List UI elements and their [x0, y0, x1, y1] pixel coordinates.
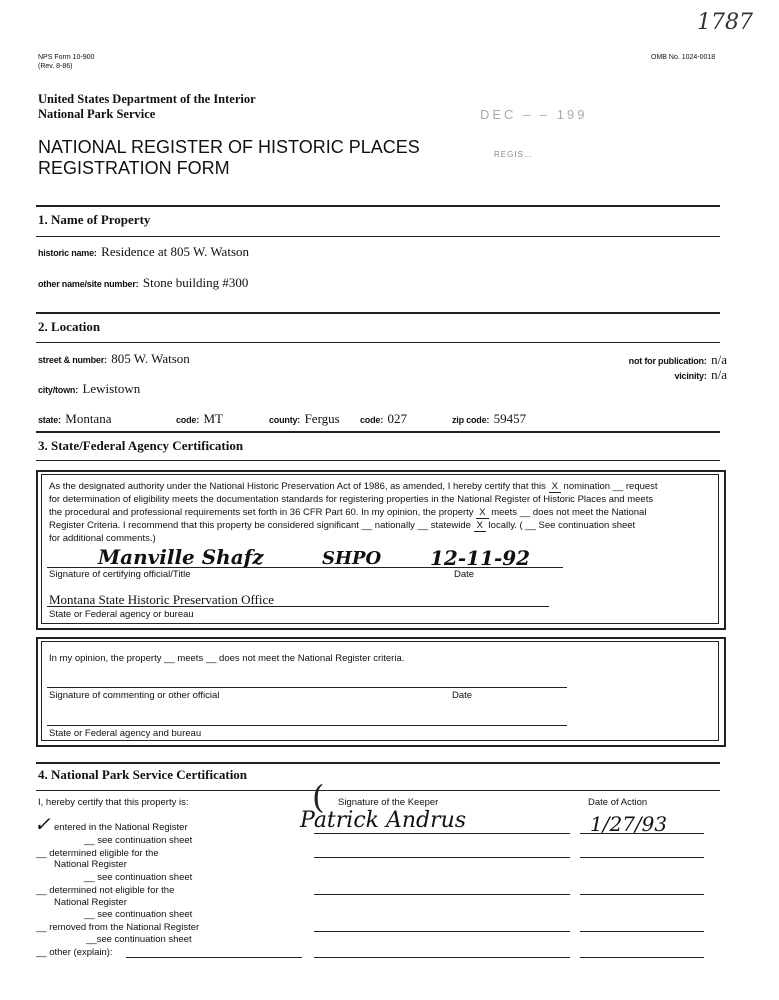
form-revision: (Rev. 8-86)	[38, 63, 73, 70]
city-row	[38, 380, 140, 398]
cert-line4: Register Criteria. I recommend that this property be considered significant __ nationally __ statewide X locally. ( __ See continuation sheet	[49, 520, 636, 531]
option-eligible-continuation: __ see continuation sheet	[84, 872, 193, 883]
historic-name-label: historic name:	[38, 248, 97, 258]
divider	[36, 460, 720, 461]
agency-label: State or Federal agency or bureau	[49, 609, 194, 620]
section3-heading: 3. State/Federal Agency Certification	[38, 438, 244, 453]
street-label: street & number:	[38, 355, 107, 365]
divider	[36, 431, 720, 433]
handwritten-record-number: 1787	[697, 10, 753, 35]
agency-line	[47, 606, 549, 607]
meets-mark: X	[476, 507, 488, 519]
received-stamp-text: REGIS…	[494, 150, 533, 159]
option-determined-eligible: __ determined eligible for the	[36, 848, 159, 859]
keeper-line	[314, 931, 570, 932]
certification-date-handwritten: 12-11-92	[430, 546, 531, 570]
comment-signature-label: Signature of commenting or other official	[49, 690, 220, 701]
county-label: county:	[269, 415, 301, 425]
comment-signature-line	[47, 687, 567, 688]
option-determined-not-eligible: __ determined not eligible for the	[36, 885, 175, 896]
other-name-row	[38, 274, 248, 292]
action-date-line	[580, 957, 704, 958]
county-code-value: 027	[387, 411, 407, 426]
comment-agency-label: State or Federal agency and bureau	[49, 728, 202, 739]
zip-label: zip code:	[452, 415, 490, 425]
county-code-label: code:	[360, 415, 384, 425]
state-value: Montana	[65, 411, 112, 426]
state-code-label: code:	[176, 415, 200, 425]
section2-heading: 2. Location	[38, 319, 101, 334]
form-number: NPS Form 10-900	[38, 54, 95, 61]
city-value: Lewistown	[82, 381, 141, 396]
action-date-line	[580, 857, 704, 858]
section4-heading: 4. National Park Service Certification	[38, 767, 248, 782]
keeper-line	[314, 833, 570, 834]
state-code-row	[176, 410, 223, 428]
divider	[36, 205, 720, 207]
received-stamp-date: DEC ‒ ‒ 199	[480, 107, 588, 122]
option-other: __ other (explain):	[36, 947, 113, 958]
county-code-row	[360, 410, 407, 428]
service-name: National Park Service	[38, 107, 156, 121]
county-row	[269, 410, 340, 428]
date-of-action-label: Date of Action	[588, 797, 648, 808]
signature-line	[47, 567, 563, 568]
divider	[36, 762, 720, 764]
other-name-value: Stone building #300	[142, 275, 249, 290]
section1-heading: 1. Name of Property	[38, 212, 151, 227]
entered-check-icon: ✓	[34, 812, 51, 836]
form-title-line2: REGISTRATION FORM	[38, 158, 230, 178]
certify-line: I, hereby certify that this property is:	[38, 797, 189, 808]
option-entered: entered in the National Register	[54, 822, 188, 833]
action-date-line	[580, 894, 704, 895]
agency-value: Montana State Historic Preservation Office	[49, 592, 275, 607]
comment-agency-line	[47, 725, 567, 726]
cert-line5: for additional comments.)	[49, 533, 156, 544]
divider	[36, 342, 720, 343]
option-determined-not-eligible-2: National Register	[54, 897, 127, 908]
department-name: United States Department of the Interior	[38, 92, 256, 106]
option-entered-continuation: __ see continuation sheet	[84, 835, 193, 846]
historic-name-value: Residence at 805 W. Watson	[101, 244, 250, 259]
certifying-date-label: Date	[454, 569, 475, 580]
county-value: Fergus	[304, 411, 340, 426]
action-date-line	[580, 833, 704, 834]
certifying-signature-label: Signature of certifying official/Title	[49, 569, 191, 580]
city-label: city/town:	[38, 385, 78, 395]
keeper-line	[314, 894, 570, 895]
option-removed-continuation: __see continuation sheet	[86, 934, 192, 945]
not-for-publication-label: not for publication:	[628, 356, 707, 366]
option-removed: __ removed from the National Register	[36, 922, 200, 933]
not-for-publication-value: n/a	[711, 352, 727, 367]
other-name-label: other name/site number:	[38, 279, 139, 289]
state-row	[38, 410, 111, 428]
vicinity-value: n/a	[711, 367, 727, 382]
keeper-line	[314, 857, 570, 858]
state-label: state:	[38, 415, 61, 425]
keeper-bracket-stroke: (	[312, 778, 325, 816]
form-title-line1: NATIONAL REGISTER OF HISTORIC PLACES	[38, 137, 420, 157]
cert-line2: for determination of eligibility meets the documentation standards for registering properties in the National Register of Historic Places and meets	[49, 494, 654, 505]
opinion-line: In my opinion, the property __ meets __ does not meet the National Register criteria.	[49, 653, 405, 664]
nomination-mark: X	[549, 481, 561, 493]
vicinity-label: vicinity:	[674, 371, 707, 381]
zip-value: 59457	[493, 411, 527, 426]
divider	[36, 236, 720, 237]
vicinity-row	[674, 366, 727, 384]
street-value: 805 W. Watson	[111, 351, 190, 366]
comment-date-label: Date	[452, 690, 473, 701]
divider	[36, 312, 720, 314]
shpo-title-handwritten: SHPO	[322, 548, 382, 569]
keeper-signature: Patrick Andrus	[300, 808, 467, 833]
street-row	[38, 350, 190, 368]
date-of-action-value: 1/27/93	[590, 812, 668, 836]
locally-mark: X	[474, 520, 486, 532]
state-code-value: MT	[203, 411, 223, 426]
historic-name-row	[38, 243, 249, 261]
omb-number: OMB No. 1024-0018	[651, 54, 716, 61]
action-date-line	[580, 931, 704, 932]
keeper-line	[314, 957, 570, 958]
certifying-signature: Manville Shafz	[98, 545, 264, 569]
cert-line1: As the designated authority under the National Historic Preservation Act of 1986, as amended, I hereby certify that this X nomination __ request	[49, 481, 658, 492]
keeper-signature-label: Signature of the Keeper	[338, 797, 439, 808]
cert-line3: the procedural and professional requirements set forth in 36 CFR Part 60. In my opinion, the property X meets __ does not meet the National	[49, 507, 647, 518]
option-determined-eligible-2: National Register	[54, 859, 127, 870]
divider	[36, 790, 720, 791]
zip-row	[452, 410, 526, 428]
other-explain-line	[126, 957, 302, 958]
option-not-eligible-continuation: __ see continuation sheet	[84, 909, 193, 920]
